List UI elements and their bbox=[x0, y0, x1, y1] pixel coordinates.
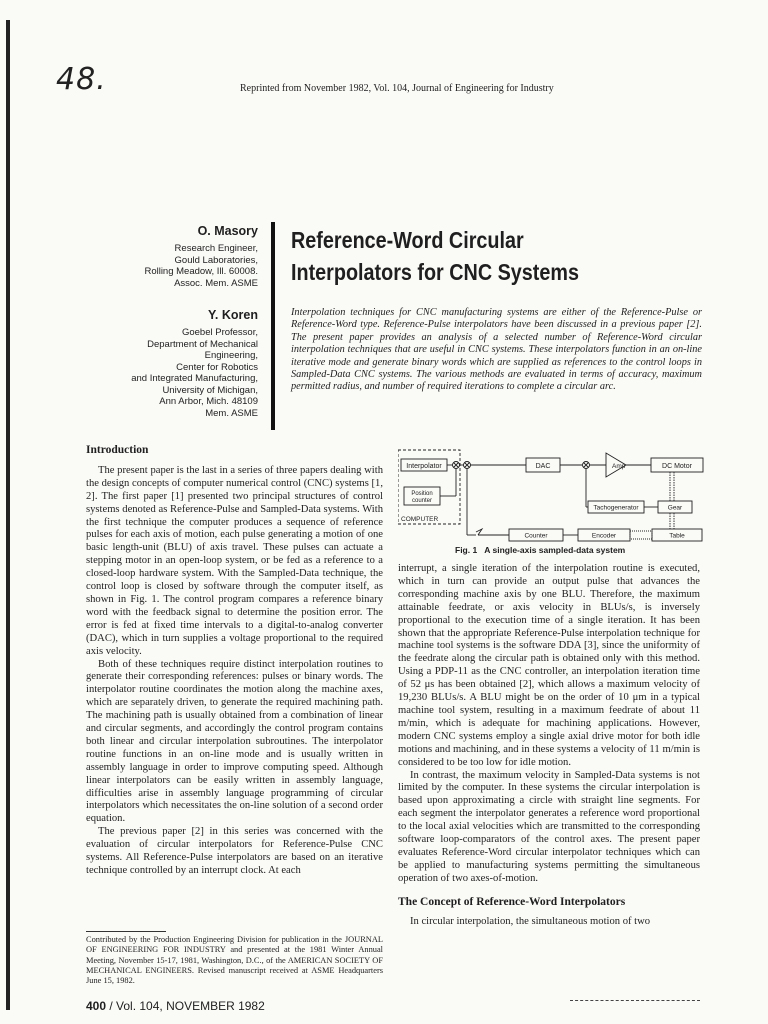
abstract: Interpolation techniques for CNC manufacturing systems are either of the Reference-Pulse or Reference-Word type. Reference-Pulse interpolators have been discussed in a previous paper [2]. The present paper provides an analysis of a selected number of Reference-Word circular interpolation techniques that are useful in CNC systems. These interpolators function in an on-line iterative mode and generate binary words which are supplied as references to the control loops in Sampled-Data CNC systems. The various methods are evaluated in terms of accuracy, maximum permitted radius, and number of required iterations to complete a circular arc. bbox=[291, 307, 702, 393]
paragraph: interrupt, a single iteration of the interpolation routine is executed, which in turn can provide an output pulse that advances the corresponding machine axis by one BLU. Therefore, the maximum attainable feedrate, or axis velocity in BLUs/s, is inversely proportional to the execution time of a single iteration. It has been shown that the appropriate Reference-Pulse interpolation technique for machine tool systems is the software DDA [3], since the uniformity of the feedrate along the circular path is obtained only with this method. Using a PDP-11 as the CNC controller, an interpolation iteration time of 52 μs has been obtained [2], which allows a maximum velocity of 19,230 BLUs/s. A BLU might be on the order of 10 μm in a typical machine tool system, resulting in a maximum feedrate of about 11 m/min, which is adequate for machining applications. However, modern CNC systems employ a single axial drive motor for both idle motions and machining, and in these systems a velocity of 11 m/min is considered to be too low for idle motion. bbox=[398, 563, 700, 768]
author-1-name: O. Masory bbox=[197, 224, 258, 238]
paragraph: Both of these techniques require distinct interpolation routines to generate their corresponding references: pulses or binary words. The interpolator routine coordinates the motion along the machine axes, which are separately driven, to generate the required machining path. The machining path is usually obtained from a combination of linear and circular segments, and accordingly the control program contains both linear and circular interpolation subroutines. The interpolator routine functions in an on-line mode and is usually written in assembly language in order to improve computing speed. Although linear interpolators can be easily written in assembly language, difficulties arise in assembly language programming of circular interpolators which necessitates the on-line solution of a second order equation. bbox=[86, 658, 383, 825]
svg-text:Tachogenerator: Tachogenerator bbox=[593, 504, 639, 512]
svg-text:Amp: Amp bbox=[612, 463, 626, 470]
paragraph: The previous paper [2] in this series was concerned with the evaluation of circular interpolators for Reference-Pulse CNC systems. All Reference-Pulse interpolators are based on an iterative technique controlled by an interrupt clock. At each bbox=[86, 826, 383, 876]
left-column bbox=[86, 444, 383, 878]
section-heading-reference-word: The Concept of Reference-Word Interpolators bbox=[398, 895, 626, 908]
paragraph: The present paper is the last in a series of three papers dealing with the design concepts of computer numerical control (CNC) systems [1, 2]. The first paper [1] presented two principal structures of control systems denoted as Reference-Pulse and Sampled-Data systems. With the first technique the computer produces a sequence of reference pulses for each axis of motion, each pulse generating a motion of one basic length-unit (BLU) of axis travel. These pulses can actuate a stepping motor in an open-loop system, or be fed as a reference to a closed-loop hardware system. With the Sampled-Data technique, the control loop is closed by software through the computer itself, as shown in Fig. 1. The control program compares a reference binary word with the feedback signal to determine the position error. The error is fed at fixed time intervals to a digital-to-analog converter (DAC), which in turn supplies a voltage proportional to the required axis velocity. bbox=[86, 464, 383, 657]
paragraph: In circular interpolation, the simultaneous motion of two bbox=[410, 915, 651, 927]
paragraph: In contrast, the maximum velocity in Sampled-Data systems is not limited by the computer. In these systems the circular interpolation is based upon approximating a circle with straight line segments. For each segment the interpolator generates a reference word proportional to the local axial velocities which are transmitted to the corresponding software loop-comparators of the control axes. The present paper evaluates Reference-Word circular interpolator techniques which can be applied to manufacturing systems permitting the simultaneous operation of two axes-of-motion. bbox=[398, 769, 700, 884]
author-2-affiliation: Goebel Professor, Department of Mechanical Engineering, Center for Robotics and Integrated Manufacturing, University of Michigan, Ann Arbor, Mich. 48109 Mem. ASME bbox=[131, 327, 258, 419]
encoder-shaft-hatch bbox=[630, 531, 652, 539]
scan-edge-bar bbox=[6, 20, 10, 1010]
svg-text:DAC: DAC bbox=[535, 463, 551, 470]
author-2-name: Y. Koren bbox=[207, 308, 258, 322]
footnote-rule bbox=[86, 931, 166, 932]
svg-text:Gear: Gear bbox=[667, 504, 683, 512]
svg-text:Table: Table bbox=[669, 532, 685, 540]
right-column bbox=[398, 563, 700, 928]
svg-text:counter: counter bbox=[411, 498, 433, 504]
junction-2-cross bbox=[465, 463, 470, 468]
svg-text:Position: Position bbox=[411, 491, 433, 497]
sampler-switch bbox=[476, 529, 482, 535]
page-footer bbox=[86, 999, 265, 1013]
paper-title: Reference-Word Circular Interpolators for CNC Systems bbox=[291, 227, 579, 285]
title-vertical-rule bbox=[271, 222, 275, 430]
page-number: 400 bbox=[86, 999, 107, 1013]
svg-text:Counter: Counter bbox=[524, 532, 548, 540]
author-1-affiliation: Research Engineer, Gould Laboratories, Rolling Meadow, Ill. 60008. Assoc. Mem. ASME bbox=[144, 243, 258, 289]
computer-label: COMPUTER bbox=[401, 516, 439, 523]
footer-rule bbox=[570, 1000, 700, 1002]
junction-1-cross bbox=[454, 463, 459, 468]
reprint-line: Reprinted from November 1982, Vol. 104, Journal of Engineering for Industry bbox=[240, 83, 554, 94]
figure-1-block-diagram bbox=[398, 449, 706, 547]
interpolator-label: Interpolator bbox=[406, 463, 442, 470]
handwritten-page-number: 48. bbox=[56, 62, 107, 97]
section-heading-introduction: Introduction bbox=[86, 444, 149, 456]
footer-issue: / Vol. 104, NOVEMBER 1982 bbox=[106, 999, 265, 1013]
footnote: Contributed by the Production Engineering Division for publication in the JOURNAL OF ENGINEERING FOR INDUSTRY and presented at the 1981 Winter Annual Meeting, November 15-17, 1981, Washington, D.C., of the AMERICAN SOCIETY OF MECHANICAL ENGINEERS. Revised manuscript received at ASME Headquarters June 15, 1982. bbox=[86, 935, 383, 986]
svg-text:DC Motor: DC Motor bbox=[662, 463, 692, 470]
figure-1-caption: Fig. 1 A single-axis sampled-data system bbox=[455, 545, 626, 555]
svg-text:Encoder: Encoder bbox=[591, 532, 617, 540]
